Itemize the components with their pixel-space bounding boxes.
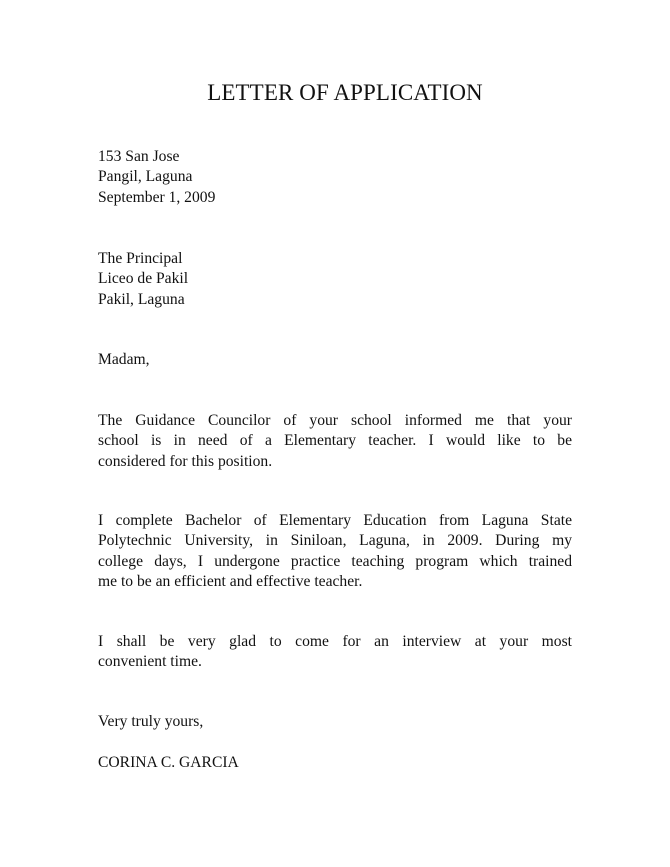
paragraph-line: college days, I undergone practice teaching program which trained: [98, 552, 572, 570]
signature-name: CORINA C. GARCIA: [98, 754, 239, 771]
sender-address-line2: Pangil, Laguna: [98, 168, 193, 186]
paragraph-line: I shall be very glad to come for an interview at your most: [98, 633, 572, 650]
paragraph-line: convenient time.: [98, 653, 202, 671]
recipient-address: [98, 249, 573, 310]
paragraph-line: me to be an efficient and effective teacher.: [98, 573, 363, 591]
recipient-line2: Liceo de Pakil: [98, 270, 189, 288]
letter-date: September 1, 2009: [98, 188, 216, 206]
paragraph-line: Polytechnic University, in Siniloan, Laguna, in 2009. During my: [98, 532, 572, 550]
closing: Very truly yours,: [98, 713, 204, 730]
body-paragraph-3: [98, 632, 572, 673]
recipient-line3: Pakil, Laguna: [98, 290, 185, 308]
paragraph-line: The Guidance Councilor of your school informed me that your: [98, 412, 572, 429]
paragraph-line: school is in need of a Elementary teacher. I would like to be: [98, 432, 572, 450]
recipient-line1: The Principal: [98, 250, 183, 267]
paragraph-line: considered for this position.: [98, 452, 273, 470]
sender-address-line1: 153 San Jose: [98, 148, 180, 165]
body-paragraph-1: [98, 411, 572, 472]
letter-title: LETTER OF APPLICATION: [207, 80, 483, 105]
salutation: Madam,: [98, 351, 150, 368]
body-paragraph-2: [98, 511, 572, 593]
paragraph-line: I complete Bachelor of Elementary Education from Laguna State: [98, 512, 572, 529]
sender-address: [98, 147, 573, 208]
